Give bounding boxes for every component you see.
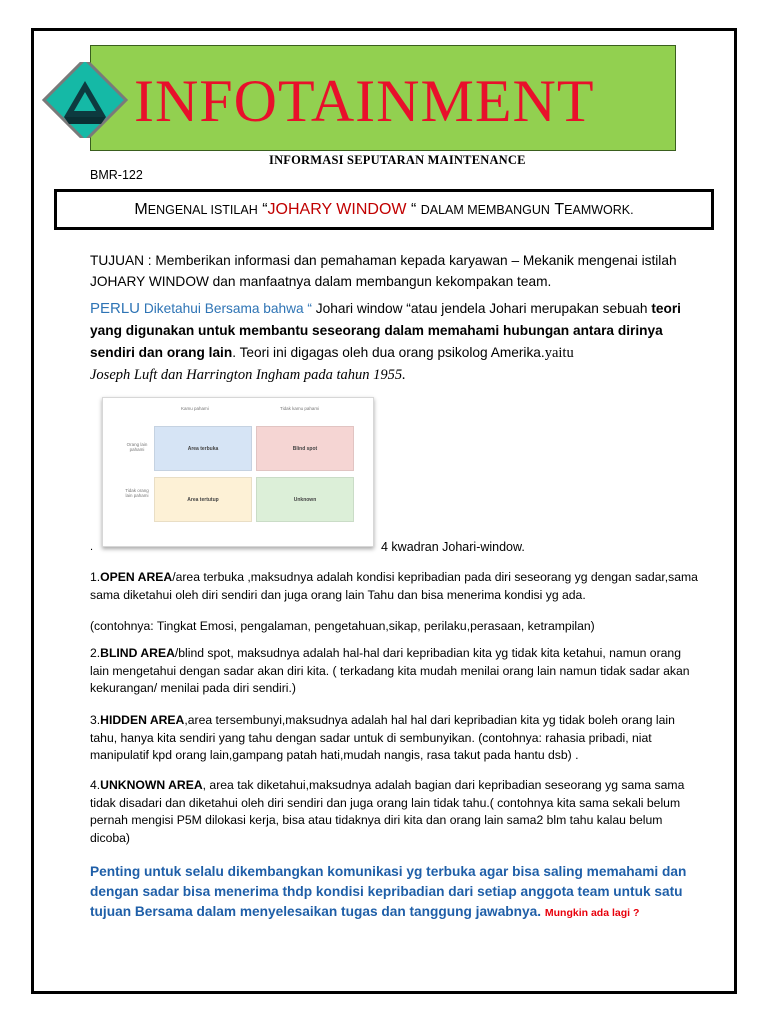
area-text: ,area tersembunyi,maksudnya adalah hal hal dari kepribadian kita yg tidak boleh orang lain tahu, hanya kita sendiri yang tahu dengan sadar untuk di sembunyikan. (contohnya: rahasia pribadi, niat manipulatif kpd orang lain,gampang patah hati,mudah nangis, rasa takut pada hantu dsb) . bbox=[90, 713, 675, 762]
johari-col2: Tidak kamu pahami bbox=[280, 406, 320, 411]
area-number: 4. bbox=[90, 778, 101, 792]
title-initial: M bbox=[134, 201, 148, 218]
area-text: /blind spot, maksudnya adalah hal-hal dari kepribadian kita yg tidak kita ketahui, namun orang lain mengetahui dengan sadar akan diri kita. ( terkadang kita mudah menilai orang lain namun tidak sadar akan kekurangan/ menilai pada diri sendiri.) bbox=[90, 646, 690, 695]
johari-row2: Tidak orang lain pahami bbox=[125, 488, 149, 498]
blind-area-paragraph bbox=[90, 645, 700, 698]
title-initial-2: T bbox=[554, 201, 565, 218]
tujuan-paragraph: TUJUAN : Memberikan informasi dan pemahaman kepada karyawan – Mekanik mengenai istilah JOHARY WINDOW dan manfaatnya dalam membangun kekompakan team. bbox=[90, 253, 677, 289]
closing-text: Penting untuk selalu dikembangkan komunikasi yg terbuka agar bisa saling memahami dan dengan sadar bisa menerima thdp kondisi kepribadian dari setiap anggota team untuk satu tujuan Bersama dalam menyelesaikan tugas dan tanggung jawabnya. bbox=[90, 864, 687, 919]
hidden-area-paragraph bbox=[90, 712, 700, 765]
perlu-text3: yaitu bbox=[544, 345, 574, 361]
title-quote-close: “ bbox=[410, 201, 417, 218]
title-part2: DALAM MEMBANGUN bbox=[420, 203, 550, 217]
closing-red-note: Mungkin ada lagi ? bbox=[544, 907, 640, 919]
area-number: 2. bbox=[90, 646, 101, 660]
image-caption: 4 kwadran Johari-window. bbox=[381, 540, 525, 554]
perlu-text1: Johari window “atau jendela Johari merupakan sebuah bbox=[311, 301, 652, 316]
article-title bbox=[54, 189, 714, 230]
perlu-bold: teori yang digunakan untuk membantu seseorang dalam memahami hubungan antara dirinya sendiri dan orang lain bbox=[90, 301, 681, 360]
area-text: /area terbuka ,maksudnya adalah kondisi kepribadian pada diri seseorang yg dengan sadar,sama sama diketahui oleh diri sendiri dan juga orang lain Tahu dan bisa menerima kondisi yg ada. bbox=[90, 570, 698, 602]
area-name: UNKNOWN AREA bbox=[100, 778, 203, 792]
unknown-area-paragraph bbox=[90, 777, 700, 847]
teal-triangle-logo-icon bbox=[42, 62, 128, 138]
title-highlight: JOHARY WINDOW bbox=[267, 201, 407, 218]
johari-quadrant-open: Area terbuka bbox=[154, 426, 252, 471]
title-part1: ENGENAL ISTILAH bbox=[147, 203, 258, 217]
perlu-text2: . Teori ini digagas oleh dua orang psikolog Amerika. bbox=[232, 345, 545, 360]
area-number: 1. bbox=[90, 570, 101, 584]
banner-title: INFOTAINMENT bbox=[134, 68, 595, 134]
banner-subtitle: INFORMASI SEPUTARAN MAINTENANCE bbox=[269, 153, 526, 167]
area-name: HIDDEN AREA bbox=[100, 713, 185, 727]
stray-dot: . bbox=[90, 541, 94, 553]
open-area-paragraph bbox=[90, 569, 700, 604]
johari-quadrant-unknown: Unknown bbox=[256, 477, 354, 522]
perlu-lead-blue: Diketahui Bersama bahwa “ bbox=[140, 301, 312, 316]
title-quote-open: “ bbox=[262, 201, 268, 218]
area-name: OPEN AREA bbox=[100, 570, 173, 584]
title-part3: EAMWORK. bbox=[564, 203, 634, 217]
open-area-example: (contohnya: Tingkat Emosi, pengalaman, pengetahuan,sikap, perilaku,perasaan, ketrampilan) bbox=[90, 619, 595, 633]
johari-quadrant-hidden: Area tertutup bbox=[154, 477, 252, 522]
perlu-lead: PERLU bbox=[90, 300, 141, 317]
perlu-italic: Joseph Luft dan Harrington Ingham pada tahun 1955. bbox=[90, 367, 406, 383]
area-name: BLIND AREA bbox=[100, 646, 175, 660]
johari-quadrant-blind: Blind spot bbox=[256, 426, 354, 471]
johari-col1: Kamu pahami bbox=[181, 406, 209, 411]
area-number: 3. bbox=[90, 713, 101, 727]
document-code: BMR-122 bbox=[90, 168, 143, 182]
johari-row1: Orang lain pahami bbox=[126, 442, 148, 452]
perlu-paragraph bbox=[90, 298, 700, 386]
area-text: , area tak diketahui,maksudnya adalah bagian dari kepribadian seseorang yg sama sama tidak disadari dan diketahui oleh diri sendiri dan juga orang lain tidak tahu.( contohnya kita sama sekali belum pernah mengisi P5M dilokasi kerja, bisa atau tidaknya diri kita dan orang lain sama2 blm tahu kalau belum dicoba) bbox=[90, 778, 685, 845]
johari-window-image bbox=[102, 397, 374, 547]
closing-paragraph bbox=[90, 862, 710, 923]
